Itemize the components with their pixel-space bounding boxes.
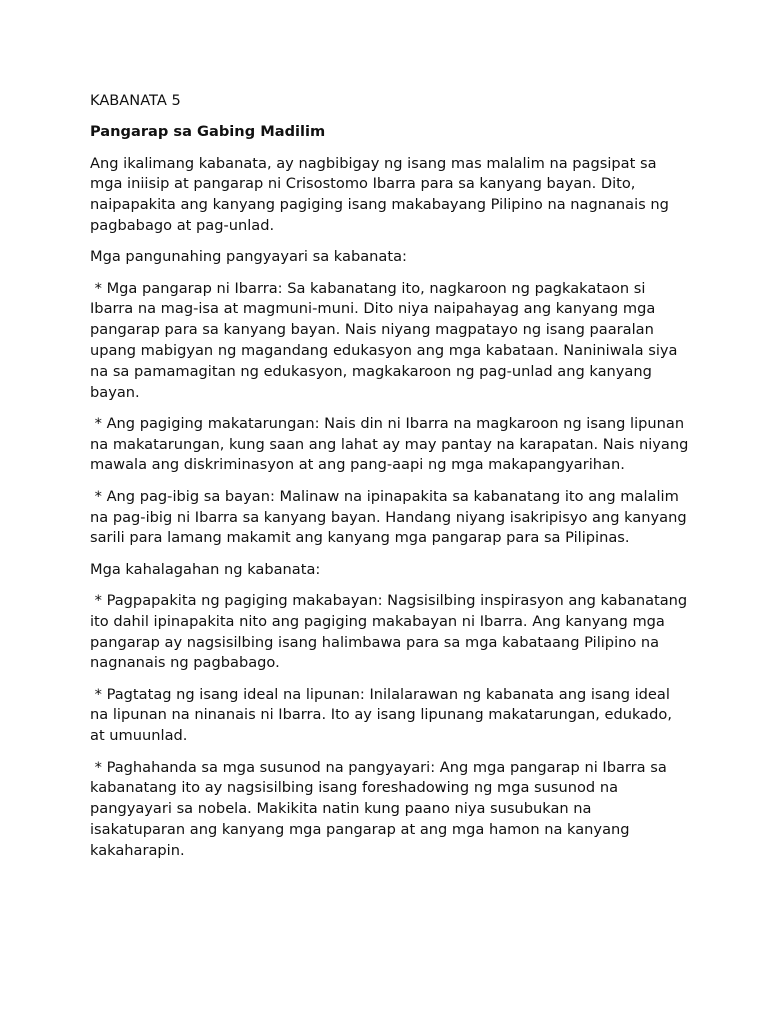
event-item-dreams: * Mga pangarap ni Ibarra: Sa kabanatang ito, nagkaroon ng pagkakataon si Ibarra na mag-isa at magmuni-muni. Dito niya naipahayag ang kanyang mga pangarap para sa kanyang bayan. Nais niyang magpatayo ng isang paaralan upang mabigyan ng magandang edukasyon ang mga kabataan. Naniniwala siya na sa pamamagitan ng edukasyon, magkakaroon ng pag-unlad ang kanyang bayan. (90, 279, 683, 401)
event-item-love-of-country: * Ang pag-ibig sa bayan: Malinaw na ipinapakita sa kabanatang ito ang malalim na pag-ibig ni Ibarra sa kanyang bayan. Handang niyang isakripisyo ang kanyang sarili para lamang makamit ang kanyang mga pangarap para sa Pilipinas. (90, 487, 692, 547)
document-body (90, 91, 694, 872)
importance-item-patriotism: * Pagpapakita ng pagiging makabayan: Nagsisilbing inspirasyon ang kabanatang ito dahil ipinapakita nito ang pagiging makabayan ni Ibarra. Ang kanyang mga pangarap ay nagsisilbing isang halimbawa para sa mga kabataang Pilipino na nagnanais ng pagbabago. (90, 591, 692, 672)
chapter-label: KABANATA 5 (90, 92, 181, 109)
importance-heading: Mga kahalagahan ng kabanata: (90, 560, 321, 578)
event-item-justice: * Ang pagiging makatarungan: Nais din ni Ibarra na magkaroon ng isang lipunan na makatarungan, kung saan ang lahat ay may pantay na karapatan. Nais niyang mawala ang diskriminasyon at ang pang-aapi ng mga makapangyarihan. (90, 414, 694, 474)
importance-item-foreshadowing: * Paghahanda sa mga susunod na pangyayari: Ang mga pangarap ni Ibarra sa kabanatang ito ay nagsisilbing isang foreshadowing ng mga susunod na pangyayari sa nobela. Makikita natin kung paano niya susubukan na isakatuparan ang kanyang mga pangarap at ang mga hamon na kanyang kakaharapin. (90, 758, 672, 859)
intro-paragraph: Ang ikalimang kabanata, ay nagbibigay ng isang mas malalim na pagsipat sa mga iniisip at pangarap ni Crisostomo Ibarra para sa kanyang bayan. Dito, naipapakita ang kanyang pagiging isang makabayang Pilipino na nagnanais ng pagbabago at pag-unlad. (90, 154, 669, 234)
importance-item-ideal-society: * Pagtatag ng isang ideal na lipunan: Inilalarawan ng kabanata ang isang ideal na lipunan na ninanais ni Ibarra. Ito ay isang lipunang makatarungan, edukado, at umuunlad. (90, 685, 677, 745)
chapter-title: Pangarap sa Gabing Madilim (90, 123, 326, 141)
events-heading: Mga pangunahing pangyayari sa kabanata: (90, 248, 407, 266)
